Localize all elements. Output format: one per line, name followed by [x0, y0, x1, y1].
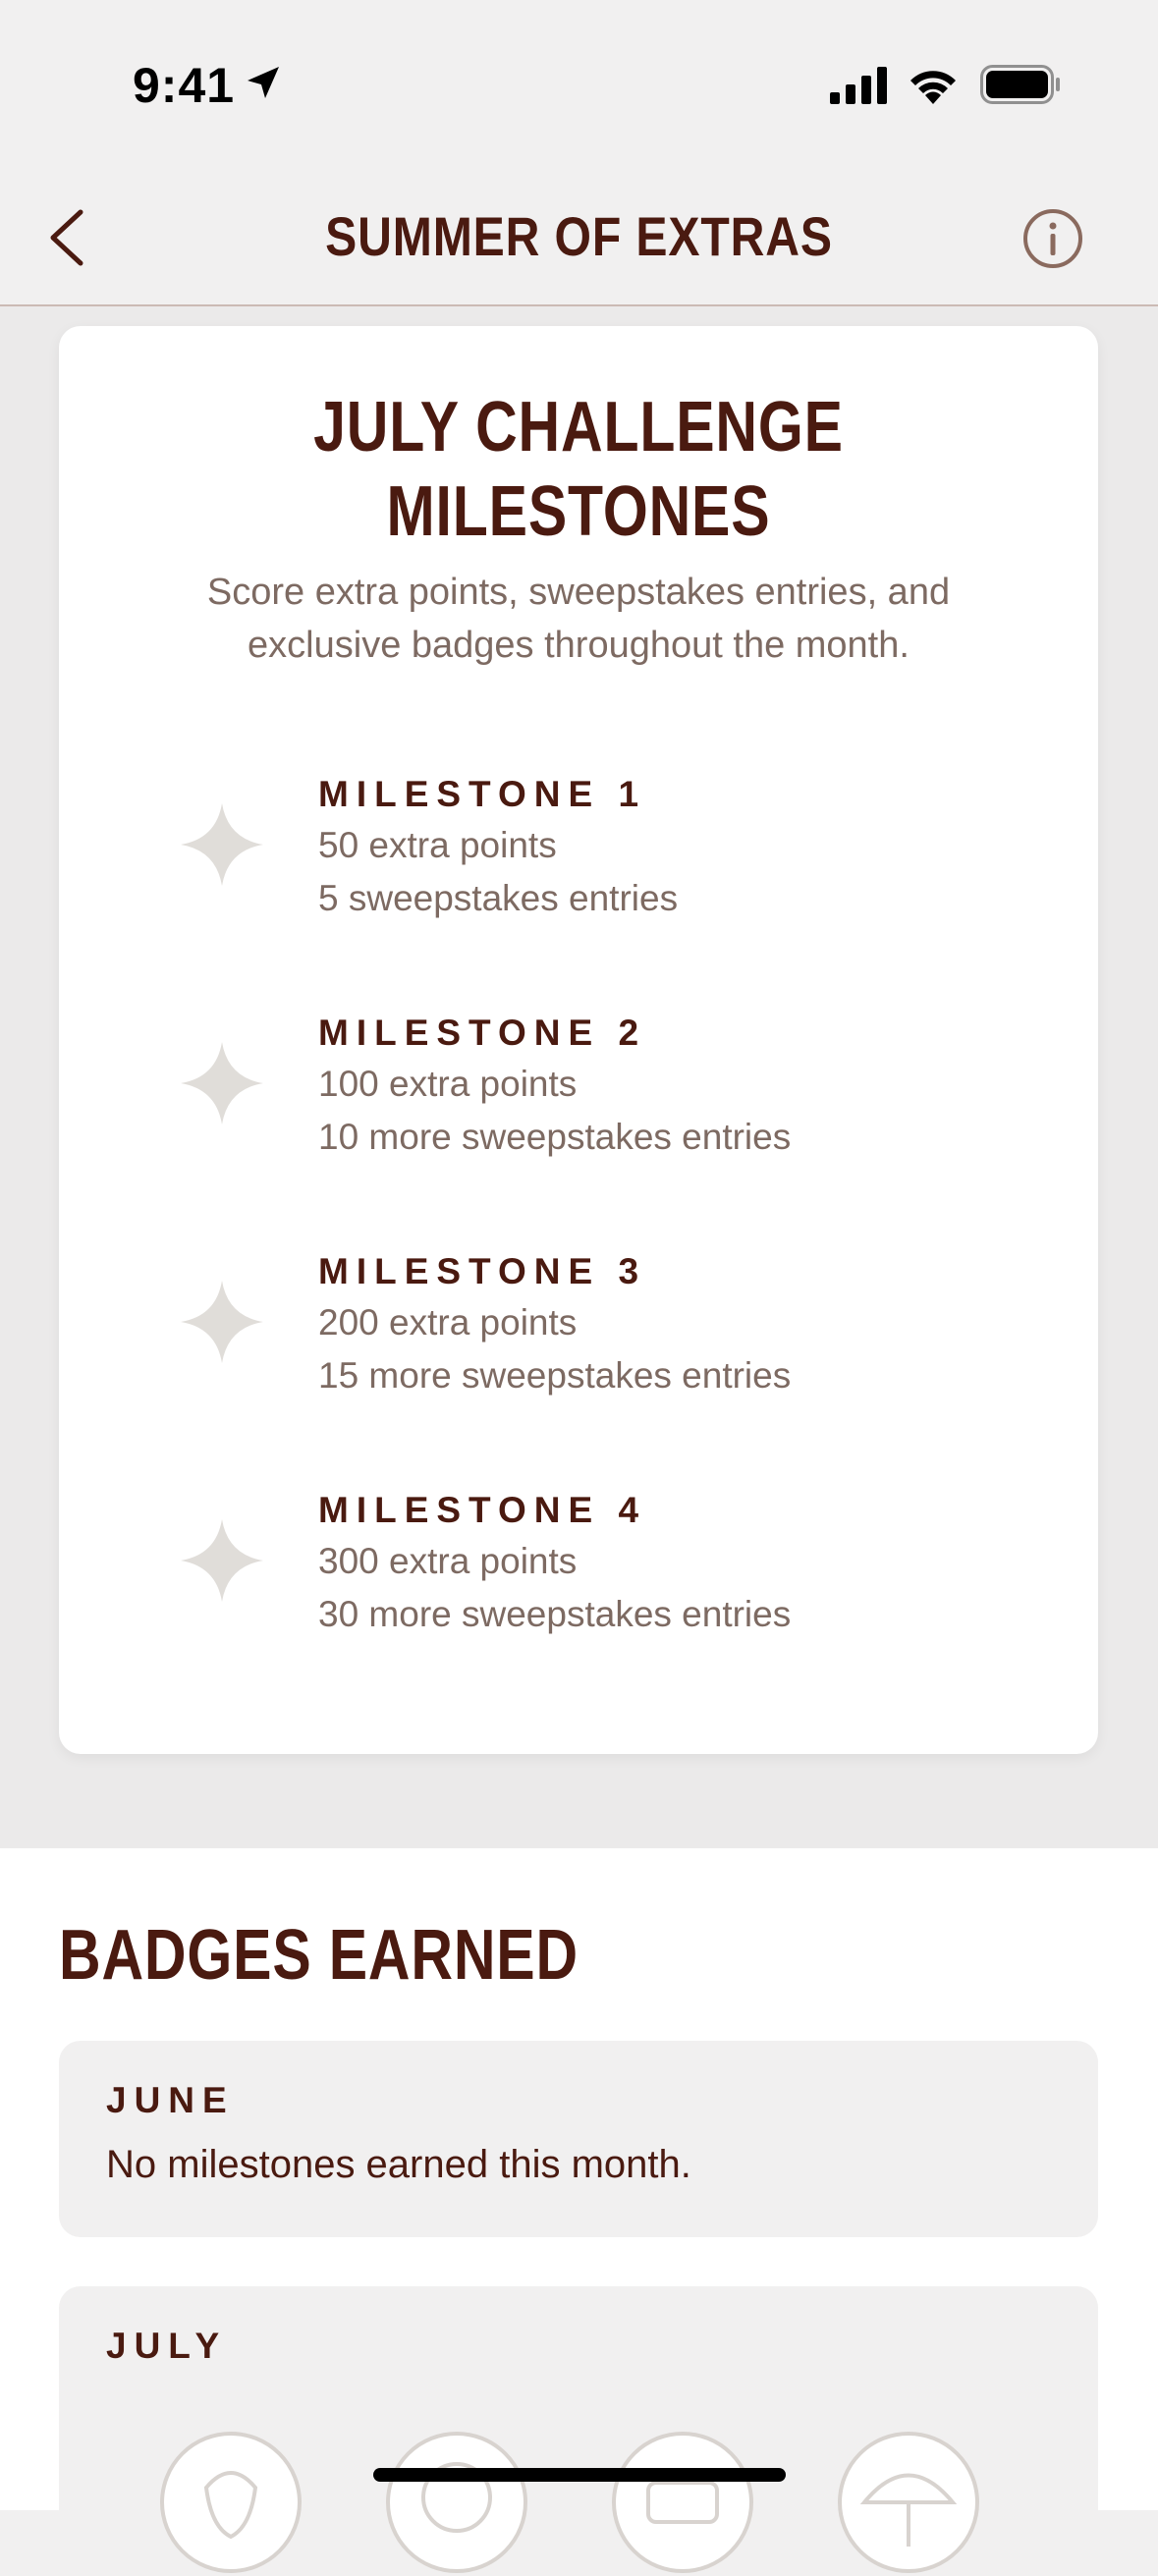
status-time: 9:41	[133, 58, 236, 113]
cellular-signal-icon	[830, 67, 889, 104]
milestone-entries: 30 more sweepstakes entries	[318, 1594, 792, 1634]
challenge-title-line2: MILESTONES	[386, 472, 771, 551]
milestone-points: 200 extra points	[318, 1302, 578, 1343]
milestone-item	[59, 1490, 1098, 1686]
milestone-item	[59, 774, 1098, 970]
challenge-subtitle	[138, 566, 1020, 672]
month-label: JUNE	[106, 2080, 235, 2120]
milestone-name: MILESTONE 1	[318, 774, 647, 814]
milestone-item	[59, 1013, 1098, 1209]
milestone-name: MILESTONE 4	[318, 1490, 647, 1530]
milestone-name: MILESTONE 2	[318, 1013, 647, 1053]
badge-1-icon[interactable]	[157, 2429, 304, 2576]
milestones-card	[59, 326, 1098, 1754]
challenge-title	[152, 385, 1005, 554]
info-icon[interactable]	[1021, 207, 1084, 270]
sparkle-star-icon	[181, 1042, 263, 1124]
challenge-subtitle-line1: Score extra points, sweepstakes entries, and	[206, 572, 951, 613]
milestone-points: 300 extra points	[318, 1541, 578, 1581]
june-badges-card	[59, 2041, 1098, 2237]
location-arrow-icon	[244, 63, 283, 102]
milestone-entries: 5 sweepstakes entries	[318, 878, 679, 918]
status-bar	[0, 0, 1158, 167]
battery-icon	[980, 65, 1061, 104]
home-indicator[interactable]	[373, 2468, 786, 2482]
wifi-icon	[906, 63, 961, 104]
badge-4-icon[interactable]	[835, 2429, 982, 2576]
month-label: JULY	[106, 2326, 228, 2366]
milestone-points: 50 extra points	[318, 825, 557, 865]
nav-bar	[0, 167, 1158, 306]
badge-2-icon[interactable]	[383, 2429, 530, 2576]
milestone-entries: 10 more sweepstakes entries	[318, 1117, 792, 1157]
milestone-item	[59, 1251, 1098, 1448]
badges-title: BADGES EARNED	[59, 1916, 579, 1995]
page-title: SUMMER OF EXTRAS	[325, 205, 833, 267]
sparkle-star-icon	[181, 1519, 263, 1602]
milestone-name: MILESTONE 3	[318, 1251, 647, 1291]
no-milestones-message: No milestones earned this month.	[106, 2143, 691, 2186]
sparkle-star-icon	[181, 803, 263, 886]
milestone-points: 100 extra points	[318, 1064, 578, 1104]
challenge-title-line1: JULY CHALLENGE	[313, 388, 844, 466]
july-badges-card	[59, 2286, 1098, 2542]
challenge-subtitle-line2: exclusive badges throughout the month.	[248, 625, 910, 666]
badge-3-icon[interactable]	[609, 2429, 756, 2576]
milestone-entries: 15 more sweepstakes entries	[318, 1355, 792, 1396]
sparkle-star-icon	[181, 1281, 263, 1363]
